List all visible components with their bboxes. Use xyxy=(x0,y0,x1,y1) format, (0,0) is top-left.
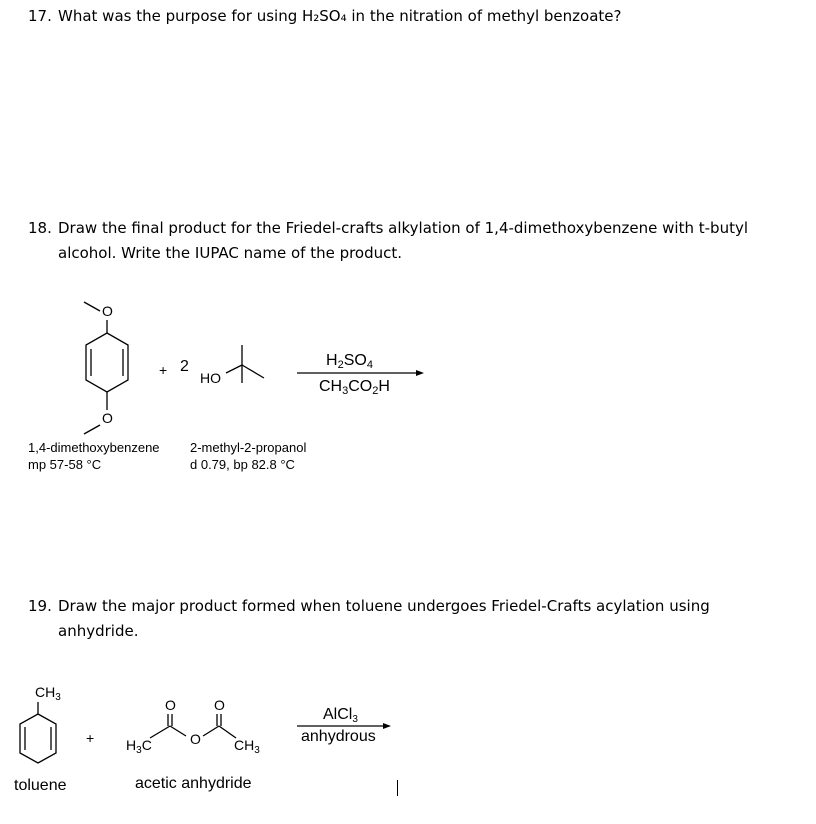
reactant2-name: 2-methyl-2-propanol xyxy=(190,440,307,455)
reagent-h2so4: $H_2SO_4$ xyxy=(326,352,373,371)
question-19-line2: anhydride. xyxy=(58,622,139,640)
anhydride-o-left: O xyxy=(165,697,176,713)
question-17-number: 17. xyxy=(28,7,52,25)
reagent-alcl3: AlCl$_3$ xyxy=(323,706,358,725)
reagent-acetic-acid: $CH_3CO_2H$ xyxy=(319,378,390,397)
anhydride-o-right: O xyxy=(214,697,225,713)
coefficient-2: 2 xyxy=(180,358,189,375)
question-19-number: 19. xyxy=(28,597,52,615)
atom-o-top: O xyxy=(102,303,113,319)
benzene-ring-dimethoxy xyxy=(86,333,128,392)
text-cursor xyxy=(397,780,398,796)
question-18-number: 18. xyxy=(28,219,52,237)
anhydride-o-center: O xyxy=(190,731,201,747)
atom-ho: HO xyxy=(200,370,221,386)
atom-o-bottom: O xyxy=(102,410,113,426)
acetic-anhydride-label: acetic anhydride xyxy=(135,775,252,792)
question-17-text: What was the purpose for using H₂SO₄ in the nitration of methyl benzoate? xyxy=(58,7,622,25)
toluene-label: toluene xyxy=(14,777,67,794)
reagent-anhydrous: anhydrous xyxy=(301,728,376,745)
question-18-line2: alcohol. Write the IUPAC name of the product. xyxy=(58,244,403,262)
anhydride-ch3: $CH_3$ xyxy=(234,737,260,756)
reactant2-properties: d 0.79, bp 82.8 °C xyxy=(190,457,295,472)
toluene-ch3: $CH_3$ xyxy=(35,684,61,703)
plus-sign-18: + xyxy=(159,362,168,378)
reactant1-melting-point: mp 57-58 °C xyxy=(28,457,102,472)
reactant1-name: 1,4-dimethoxybenzene xyxy=(28,440,160,455)
question-19-line1: Draw the major product formed when toluene undergoes Friedel-Crafts acylation using xyxy=(58,597,710,615)
anhydride-h3c: $H_3C$ xyxy=(126,737,152,756)
plus-sign-19: + xyxy=(86,730,95,746)
question-18-line1: Draw the final product for the Friedel-crafts alkylation of 1,4-dimethoxybenzene with t-butyl xyxy=(58,219,748,237)
